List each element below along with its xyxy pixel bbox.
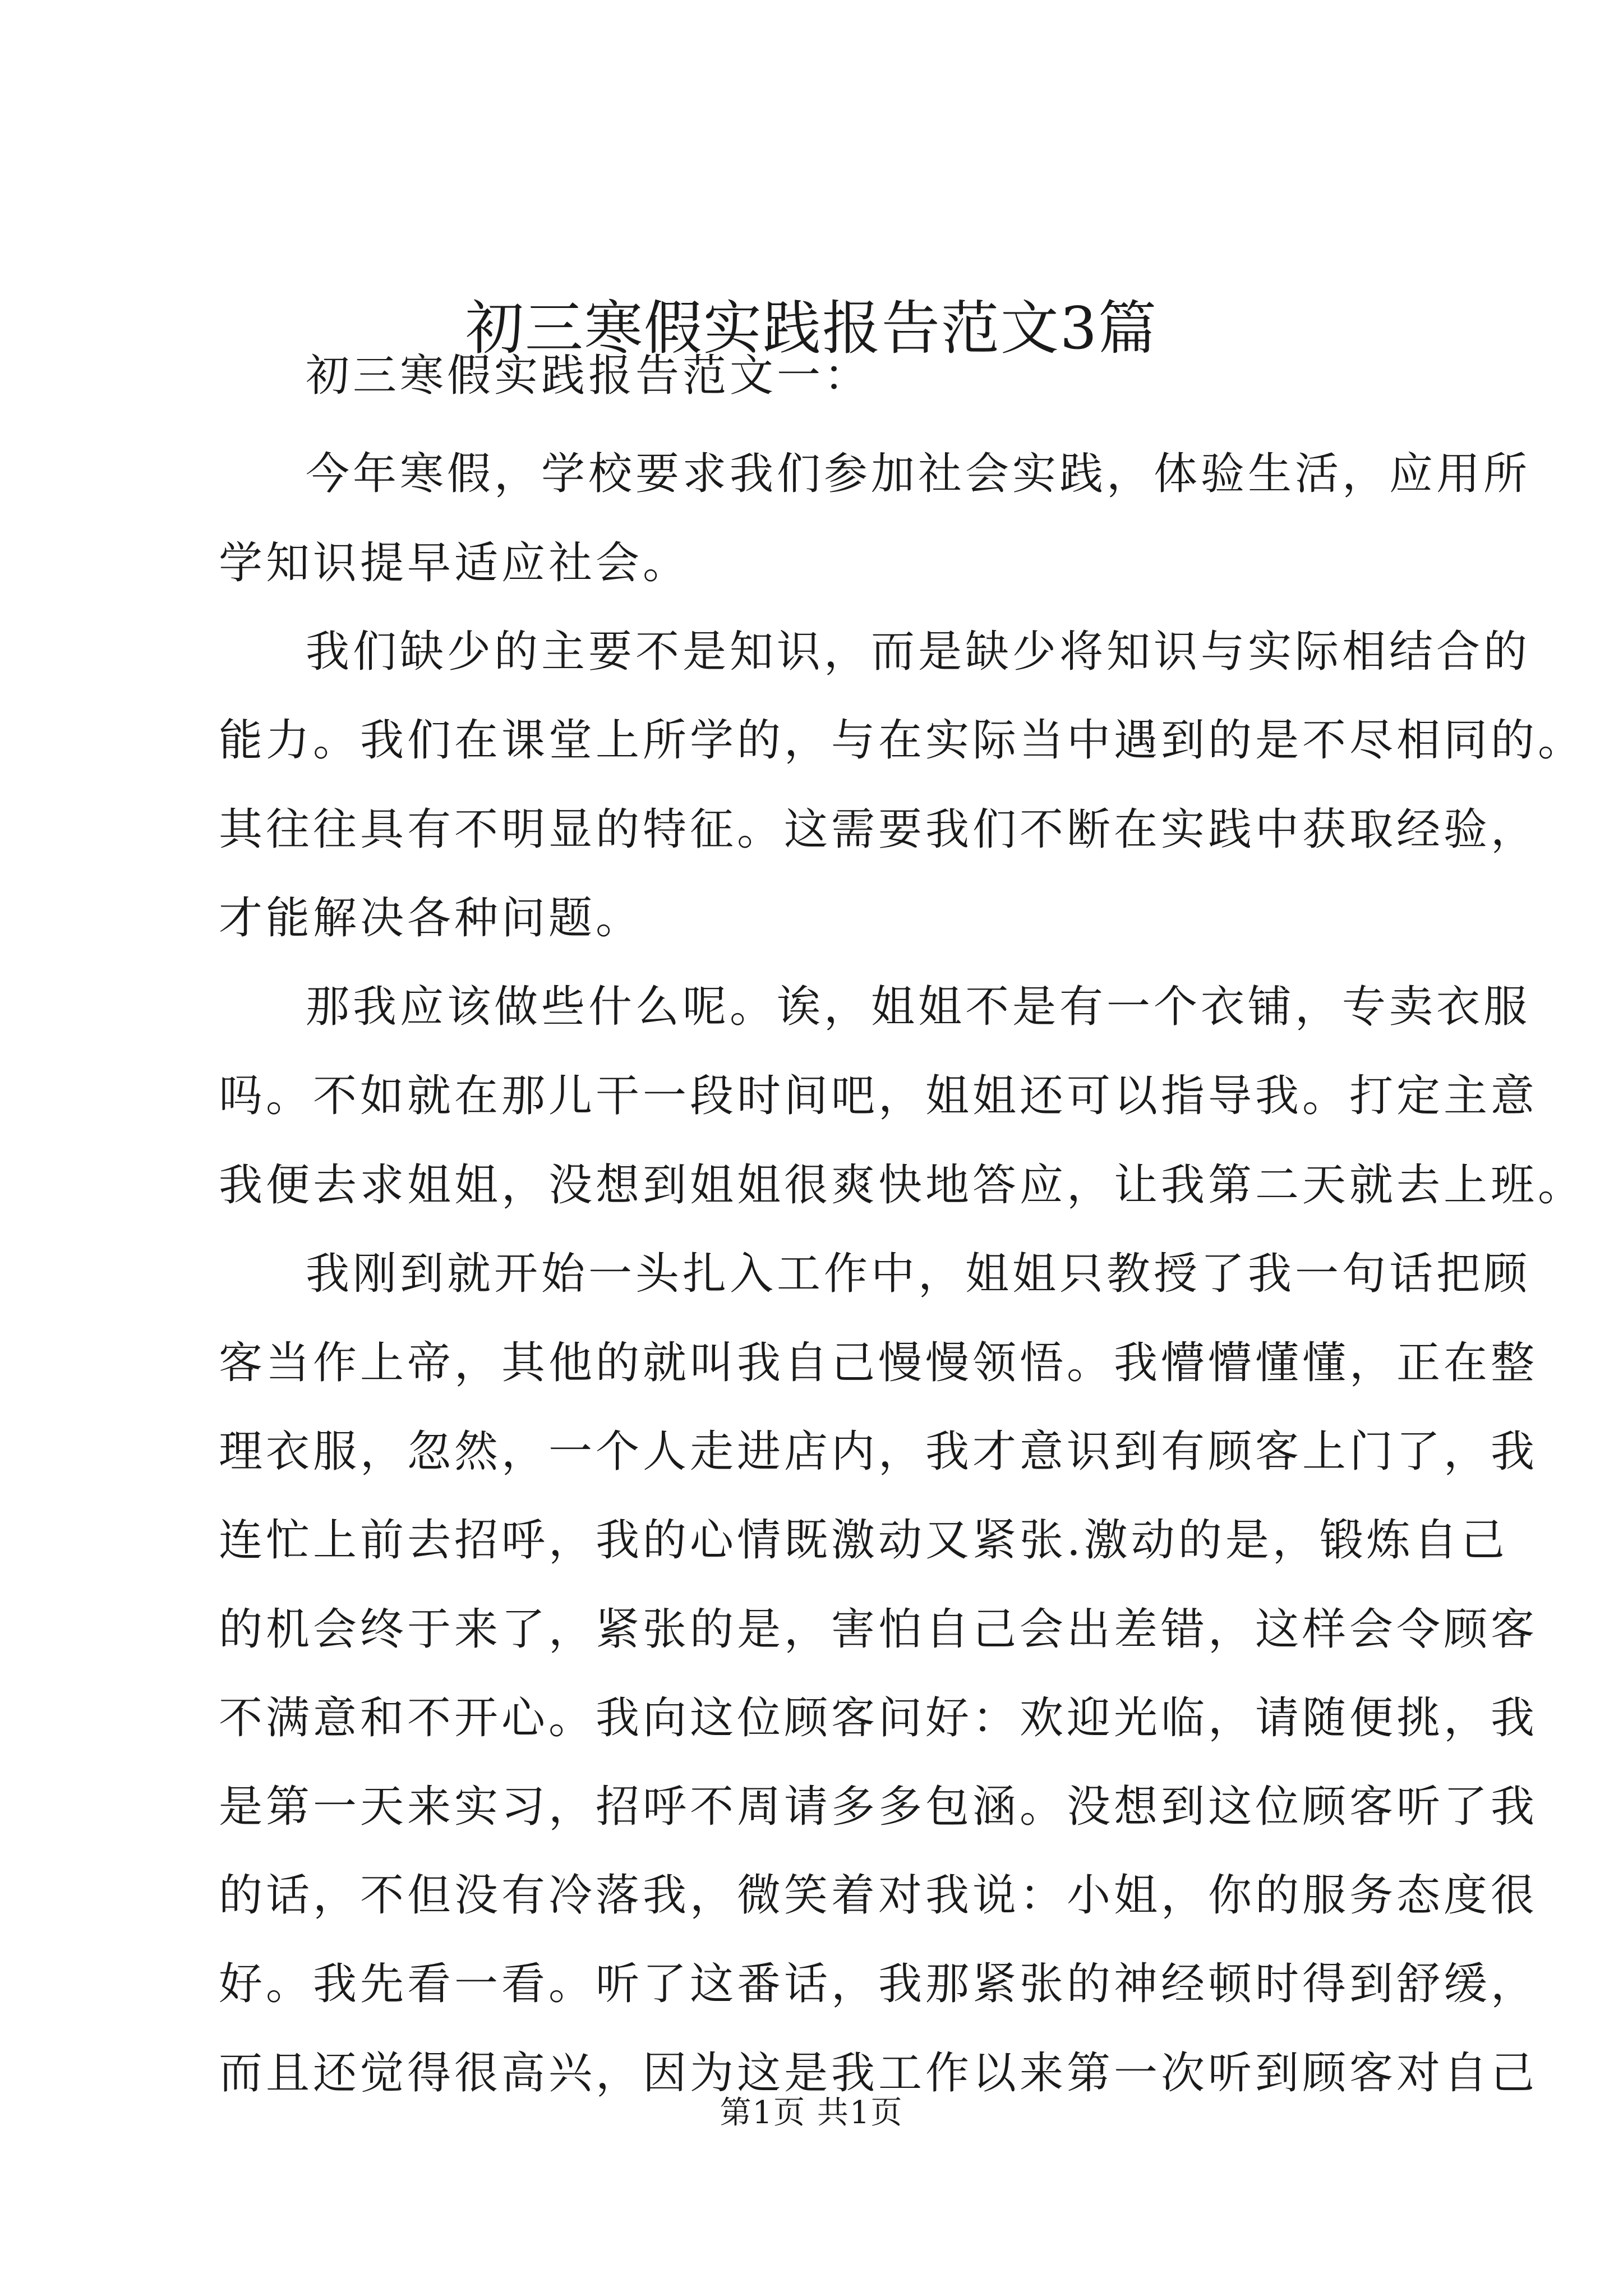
text-line: 能力。我们在课堂上所学的，与在实际当中遇到的是不尽相同的。 xyxy=(219,715,1585,766)
text-line: 初三寒假实践报告范文一： xyxy=(306,351,872,401)
text-line: 而且还觉得很高兴，因为这是我工作以来第一次听到顾客对自己 xyxy=(219,2048,1538,2099)
text-line: 才能解决各种问题。 xyxy=(219,893,643,944)
text-line: 的机会终于来了，紧张的是，害怕自己会出差错，这样会令顾客 xyxy=(219,1604,1538,1655)
text-line: 今年寒假，学校要求我们参加社会实践，体验生活，应用所 xyxy=(306,449,1531,499)
text-line: 连忙上前去招呼，我的心情既激动又紧张.激动的是，锻炼自己 xyxy=(219,1515,1508,1566)
text-line: 吗。不如就在那儿干一段时间吧，姐姐还可以指导我。打定主意 xyxy=(219,1071,1538,1121)
text-line: 我刚到就开始一头扎入工作中，姐姐只教授了我一句话把顾 xyxy=(306,1249,1531,1299)
text-line: 其往往具有不明显的特征。这需要我们不断在实践中获取经验， xyxy=(219,804,1538,855)
text-line: 好。我先看一看。听了这番话，我那紧张的神经顿时得到舒缓， xyxy=(219,1959,1538,2009)
page-footer: 第1页 共1页 xyxy=(720,2095,903,2131)
text-line: 不满意和不开心。我向这位顾客问好：欢迎光临，请随便挑，我 xyxy=(219,1693,1538,1743)
document-title: 初三寒假实践报告范文3篇 xyxy=(465,294,1158,362)
text-line: 学知识提早适应社会。 xyxy=(219,538,690,588)
text-line: 我们缺少的主要不是知识，而是缺少将知识与实际相结合的 xyxy=(306,627,1531,677)
text-line: 是第一天来实习，招呼不周请多多包涵。没想到这位顾客听了我 xyxy=(219,1782,1538,1832)
text-line: 理衣服，忽然，一个人走进店内，我才意识到有顾客上门了，我 xyxy=(219,1427,1538,1477)
text-line: 客当作上帝，其他的就叫我自己慢慢领悟。我懵懵懂懂，正在整 xyxy=(219,1338,1538,1388)
text-line: 我便去求姐姐，没想到姐姐很爽快地答应，让我第二天就去上班。 xyxy=(219,1160,1585,1211)
text-line: 那我应该做些什么呢。诶，姐姐不是有一个衣铺，专卖衣服 xyxy=(306,982,1531,1032)
text-line: 的话，不但没有冷落我，微笑着对我说：小姐，你的服务态度很 xyxy=(219,1870,1538,1921)
